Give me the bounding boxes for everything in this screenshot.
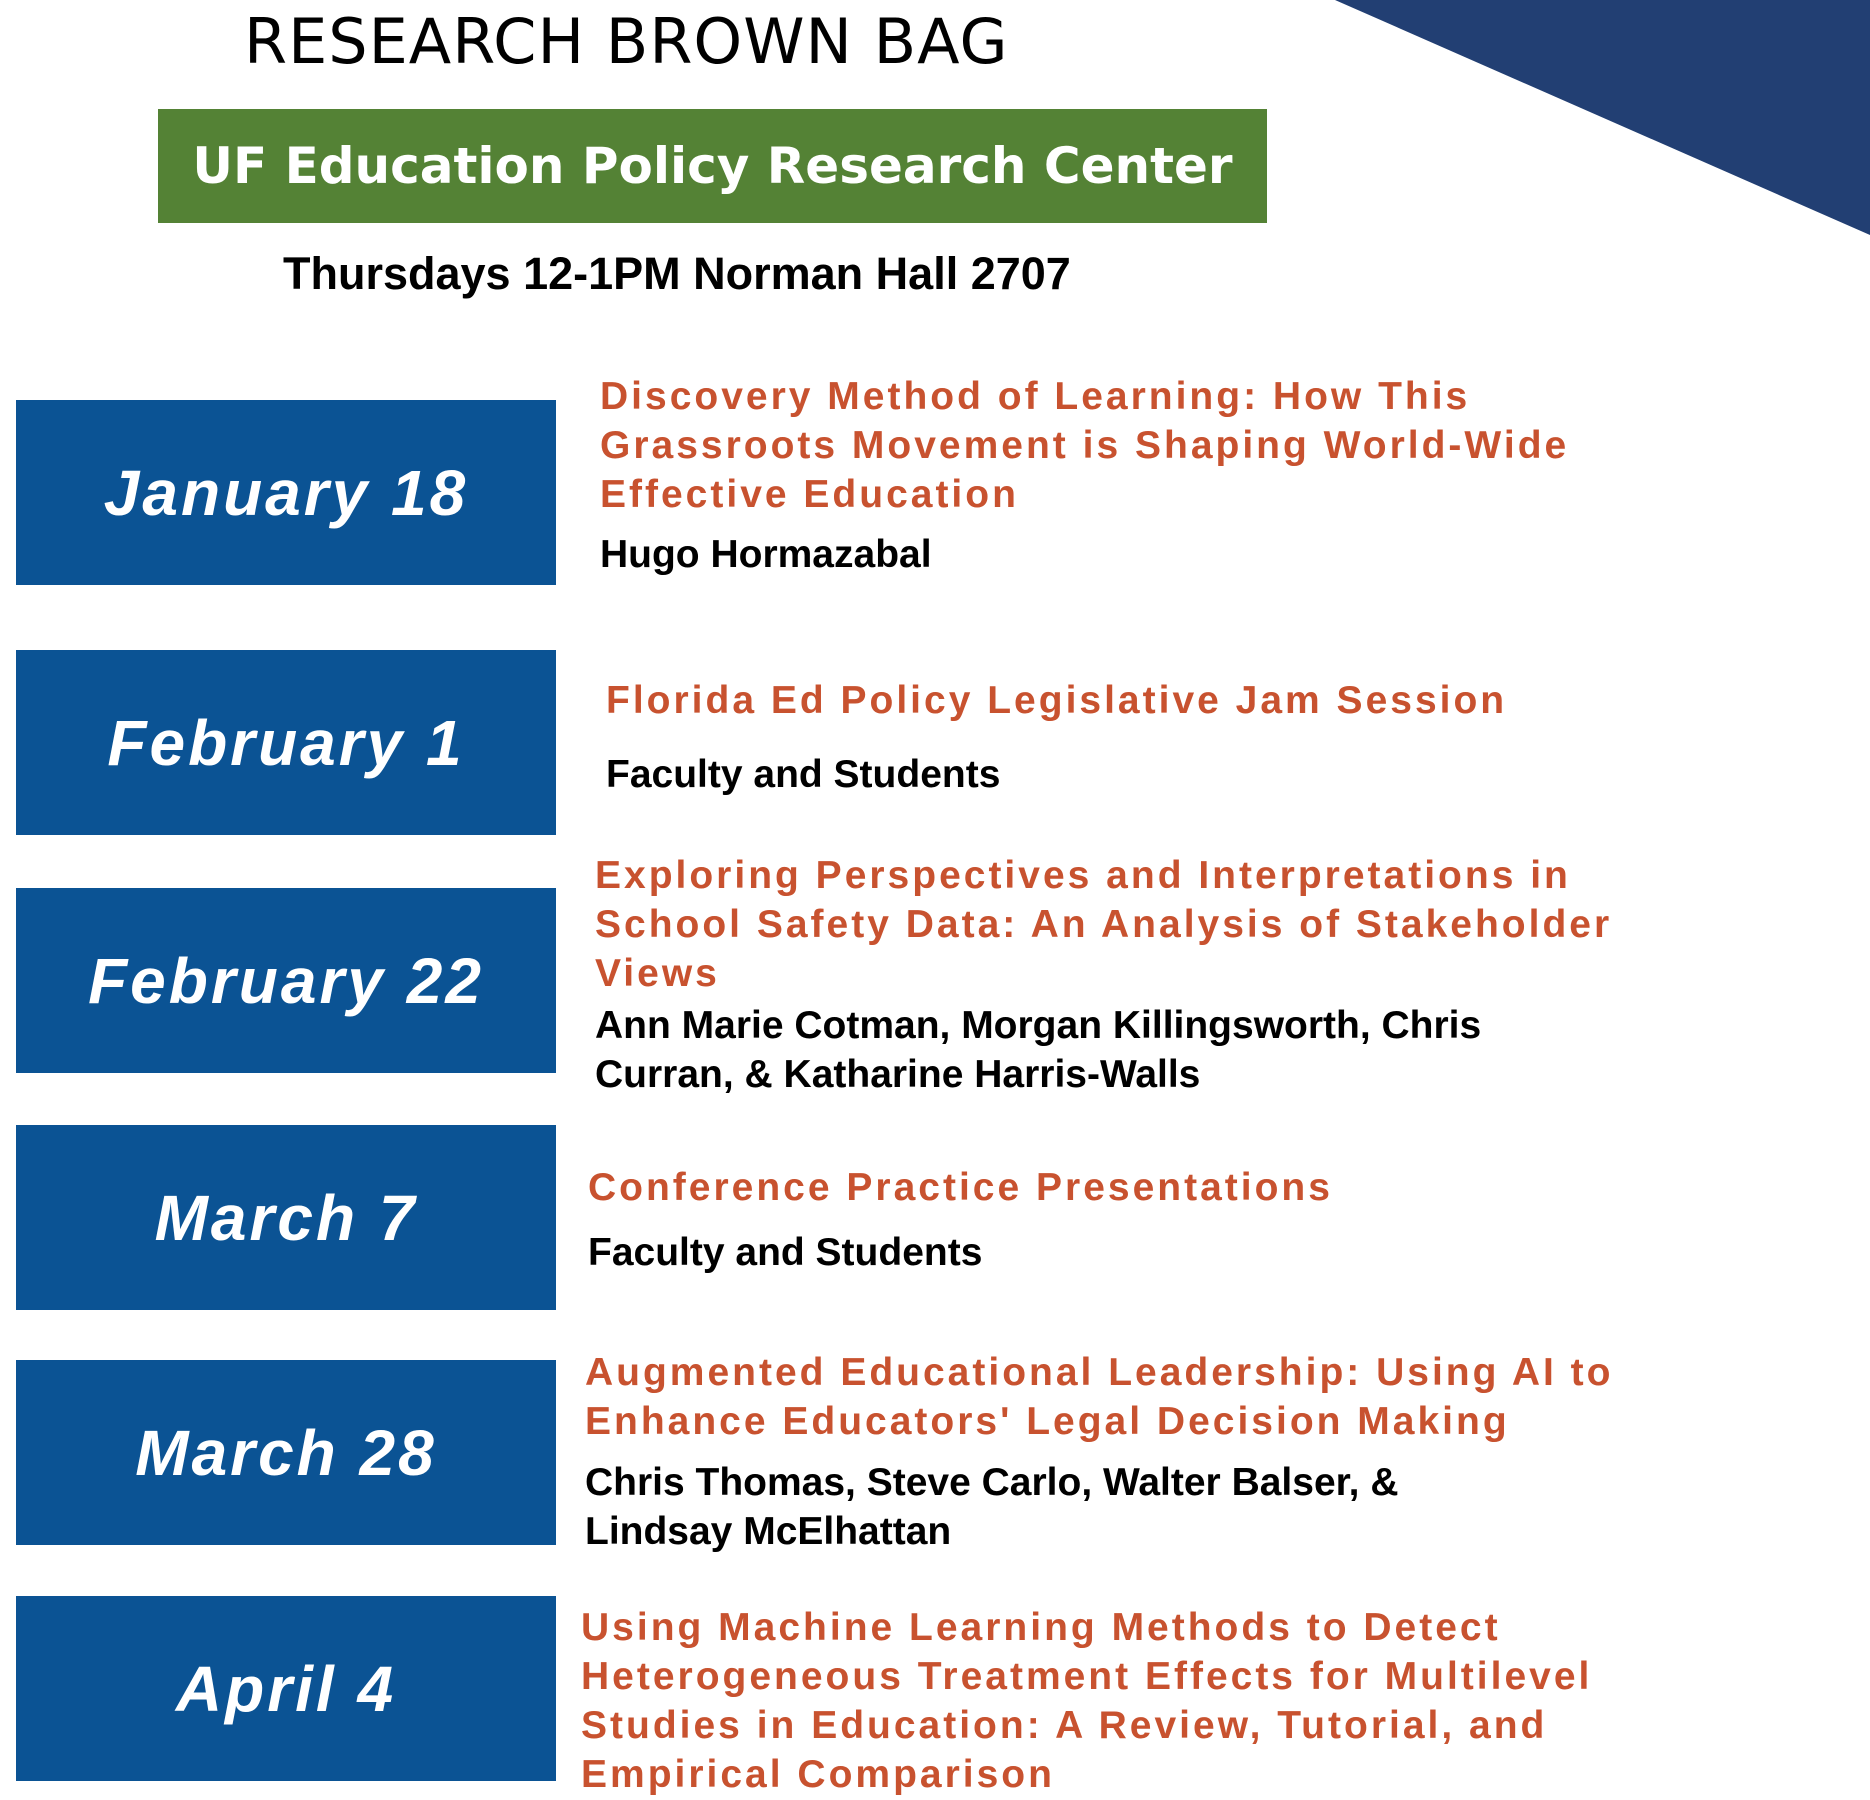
talk-presenters: Ann Marie Cotman, Morgan Killingsworth, Chris Curran, & Katharine Harris-Walls bbox=[595, 1004, 1482, 1096]
event-date: March 7 bbox=[154, 1181, 418, 1254]
talk-title: Using Machine Learning Methods to Detect Heterogeneous Treatment Effects for Multilevel Studies in Education: A Review, Tutorial, and Empirical Comparison bbox=[581, 1606, 1593, 1796]
date-box-april-4 bbox=[16, 1596, 556, 1781]
talk-presenters: Faculty and Students bbox=[588, 1231, 983, 1274]
date-box-january-18 bbox=[16, 400, 556, 585]
talk-presenters: Faculty and Students bbox=[606, 753, 1001, 796]
talk-title: Augmented Educational Leadership: Using AI to Enhance Educators' Legal Decision Making bbox=[585, 1351, 1614, 1443]
center-banner bbox=[158, 109, 1267, 223]
event-date: April 4 bbox=[175, 1652, 397, 1725]
page-title: RESEARCH BROWN BAG bbox=[244, 5, 1009, 78]
event-talk bbox=[606, 676, 1870, 799]
center-name: UF Education Policy Research Center bbox=[192, 137, 1233, 195]
date-box-march-7 bbox=[16, 1125, 556, 1310]
event-date: March 28 bbox=[135, 1416, 437, 1489]
event-date: January 18 bbox=[103, 456, 469, 529]
event-date: February 1 bbox=[107, 706, 465, 779]
talk-presenters: Chris Thomas, Steve Carlo, Walter Balser, & Lindsay McElhattan bbox=[585, 1461, 1399, 1553]
event-talk bbox=[588, 1163, 1870, 1277]
talk-title: Discovery Method of Learning: How This Grassroots Movement is Shaping World-Wide Effective Education bbox=[600, 375, 1570, 516]
talk-title: Florida Ed Policy Legislative Jam Session bbox=[606, 679, 1508, 722]
event-talk bbox=[585, 1348, 1870, 1556]
date-box-february-22 bbox=[16, 888, 556, 1073]
talk-presenters: Hugo Hormazabal bbox=[600, 533, 932, 576]
event-talk bbox=[595, 851, 1870, 1099]
event-talk bbox=[600, 372, 1870, 579]
event-talk bbox=[581, 1603, 1870, 1799]
date-box-march-28 bbox=[16, 1360, 556, 1545]
talk-title: Exploring Perspectives and Interpretations in School Safety Data: An Analysis of Stakeholder Views bbox=[595, 854, 1613, 995]
date-box-february-1 bbox=[16, 650, 556, 835]
talk-title: Conference Practice Presentations bbox=[588, 1166, 1333, 1209]
event-date: February 22 bbox=[88, 944, 484, 1017]
schedule-info: Thursdays 12-1PM Norman Hall 2707 bbox=[283, 248, 1071, 299]
